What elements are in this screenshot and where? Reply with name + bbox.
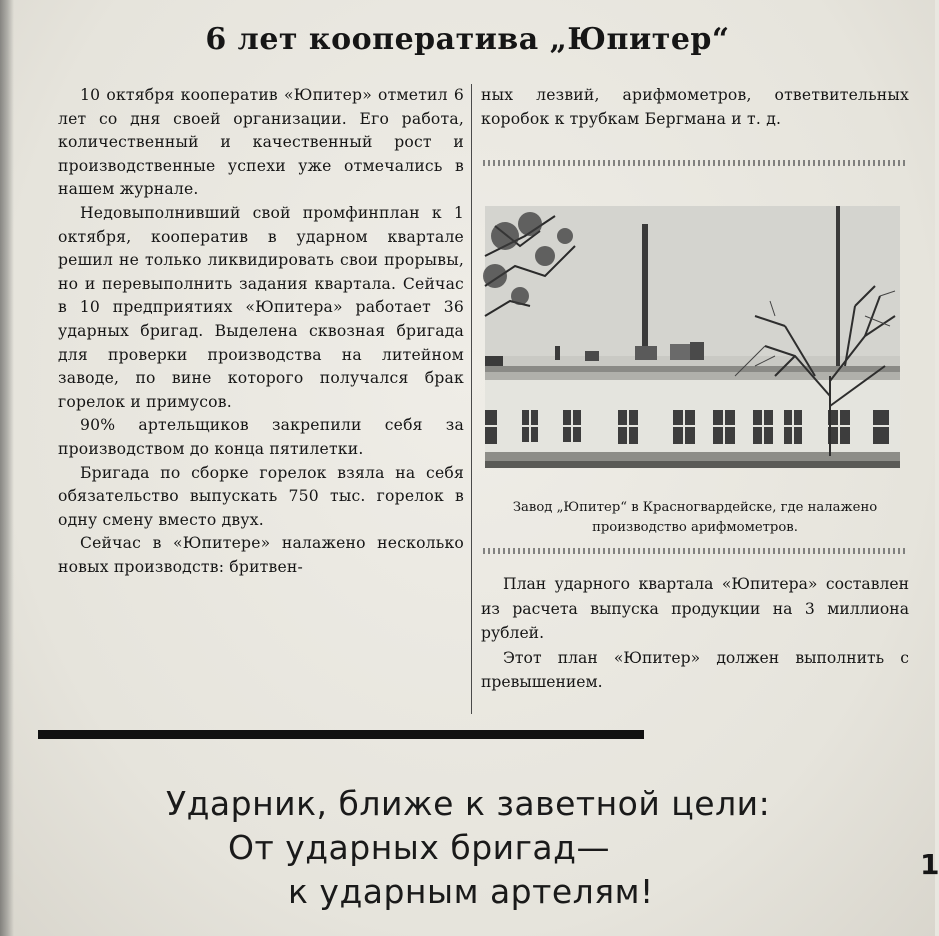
column-divider — [471, 84, 472, 714]
paragraph: Недовыполнивший свой промфинплан к 1 октября, кооператив в ударном квартале решил не только ликвидировать свои прорывы, но и перевыполнить задания квартала. Сейчас в 10 предприятиях «Юпитера» работает 36 ударных бригад. Выделена сквозная бригада для проверки производства на литейном заводе, по вине которого получался брак горелок и примусов. — [58, 203, 464, 411]
paragraph: Сейчас в «Юпитере» налажено несколько новых производств: бритвен- — [58, 534, 464, 576]
section-separator-rule — [38, 730, 644, 739]
slogan-line: От ударных бригад— — [228, 828, 610, 867]
slogan-line: к ударным артелям! — [288, 872, 654, 911]
page-binding-shadow — [0, 0, 14, 936]
photo-caption: Завод „Юпитер“ в Красногвардейске, где налажено производство арифмометров. — [512, 500, 878, 535]
wavy-rule — [483, 160, 907, 166]
paragraph: 90% артельщиков закрепили себя за производством до конца пятилетки. — [58, 416, 464, 458]
paragraph: Этот план «Юпитер» должен выполнить с превышением. — [481, 648, 909, 691]
paragraph: 10 октября кооператив «Юпитер» отметил 6 лет со дня своей организации. Его работа, количественный и качественный рост и производственные успехи уже отмечались в нашем журнале. — [58, 86, 464, 199]
paragraph: Бригада по сборке горелок взяла на себя обязательство выпускать 750 тыс. горелок в одну смену вместо двух. — [58, 463, 464, 529]
wavy-rule — [483, 548, 907, 554]
page-number: 1 — [920, 848, 939, 881]
paragraph-continuation: ных лезвий, арифмометров, ответвительных коробок к трубкам Бергмана и т. д. — [481, 86, 909, 128]
article-right-column-bottom — [481, 572, 909, 695]
article-headline: 6 лет кооператива „Юпитер“ — [205, 22, 730, 57]
factory-photo — [485, 206, 900, 468]
slogan-block — [130, 782, 820, 914]
article-left-column — [58, 84, 464, 579]
paragraph: План ударного квартала «Юпитера» составлен из расчета выпуска продукции на 3 миллиона рублей. — [481, 575, 909, 642]
article-right-column-top — [481, 84, 909, 131]
slogan-line: Ударник, ближе к заветной цели: — [166, 784, 771, 823]
